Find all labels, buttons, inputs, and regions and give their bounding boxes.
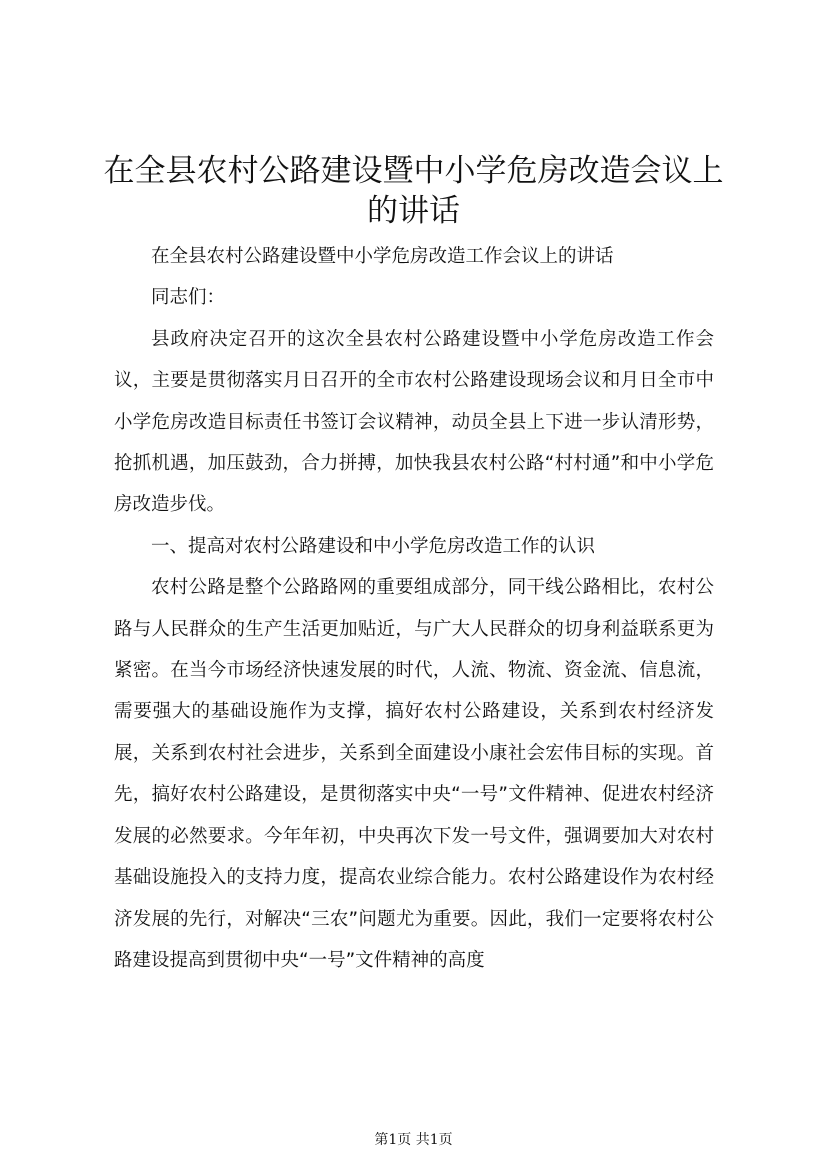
paragraph-salutation: 同志们： <box>151 287 226 309</box>
paragraph-section-heading: 一、提高对农村公路建设和中小学危房改造工作的认识 <box>151 535 596 557</box>
paragraph-section-body: 农村公路是整个公路路网的重要组成部分，同干线公路相比，农村公路与人民群众的生产生活更加贴近，与广大人民群众的切身利益联系更为紧密。在当今市场经济快速发展的时代，人流、物流、资金流、信息流，需要强大的基础设施作为支撑，搞好农村公路建设，关系到农村经济发展，关系到农村社会进步，关系到全面建设小康社会宏伟目标的实现。首先，搞好农村公路建设，是贯彻落实中央“一号”文件精神、促进农村经济发展的必然要求。今年年初，中央再次下发一号文件，强调要加大对农村基础设施投入的支持力度，提高农业综合能力。农村公路建设作为农村经济发展的先行，对解决“三农”问题尤为重要。因此，我们一定要将农村公路建设提高到贯彻中央“一号”文件精神的高度 <box>114 577 714 971</box>
document-body <box>114 236 714 981</box>
paragraph-subtitle: 在全县农村公路建设暨中小学危房改造工作会议上的讲话 <box>151 246 614 267</box>
paragraph-intro: 县政府决定召开的这次全县农村公路建设暨中小学危房改造工作会议，主要是贯彻落实月日召开的全市农村公路建设现场会议和月日全市中小学危房改造目标责任书签订会议精神，动员全县上下进一步认清形势，抢抓机遇，加压鼓劲，合力拼搏，加快我县农村公路“村村通”和中小学危房改造步伐。 <box>114 328 714 516</box>
document-title-line-2: 的讲话 <box>367 193 460 229</box>
page-footer: 第1页 共1页 <box>374 1132 453 1148</box>
document-title-line-1: 在全县农村公路建设暨中小学危房改造会议上 <box>103 153 724 189</box>
